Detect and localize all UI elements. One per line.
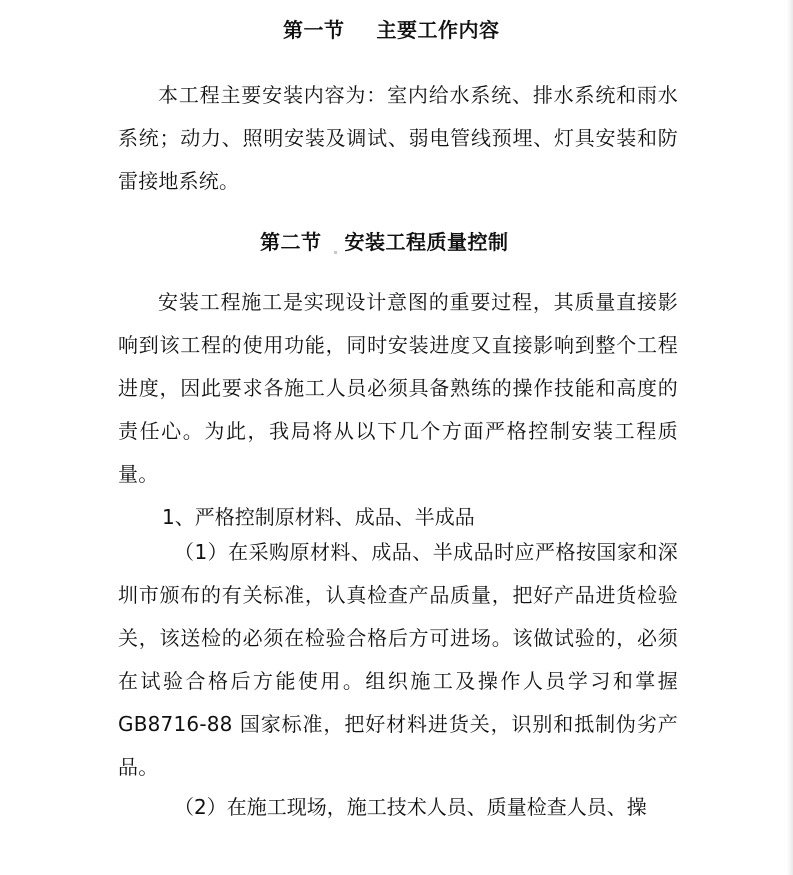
section-2-heading xyxy=(260,230,509,254)
sub-item-2-paragraph: （2）在施工现场，施工技术人员、质量检查人员、操 xyxy=(174,795,647,819)
section-2-title: 安装工程质量控制 xyxy=(344,230,509,254)
stray-mark xyxy=(334,251,337,254)
section-1-paragraph: 本工程主要安装内容为：室内给水系统、排水系统和雨水系统；动力、照明安装及调试、弱电管线预埋、灯具安装和防雷接地系统。 xyxy=(118,83,678,193)
section-1-number: 第一节 xyxy=(283,18,345,42)
section-1-title: 主要工作内容 xyxy=(376,18,500,42)
list-item-1: 1、严格控制原材料、成品、半成品 xyxy=(162,505,475,529)
page-edge-shadow xyxy=(787,0,793,875)
sub-item-1-paragraph: （1）在采购原材料、成品、半成品时应严格按国家和深圳市颁布的有关标准，认真检查产品质量，把好产品进货检验关，该送检的必须在检验合格后方可进场。该做试验的，必须在试验合格后方能使用。组织施工及操作人员学习和掌握 GB8716-88 国家标准，把好材料进货关，识别和抵制伪劣产品。 xyxy=(118,540,678,779)
section-1-heading xyxy=(283,18,500,42)
section-2-paragraph: 安装工程施工是实现设计意图的重要过程，其质量直接影响到该工程的使用功能，同时安装进度又直接影响到整个工程进度，因此要求各施工人员必须具备熟练的操作技能和高度的责任心。为此，我局将从以下几个方面严格控制安装工程质量。 xyxy=(118,290,678,486)
section-2-number: 第二节 xyxy=(260,230,322,254)
